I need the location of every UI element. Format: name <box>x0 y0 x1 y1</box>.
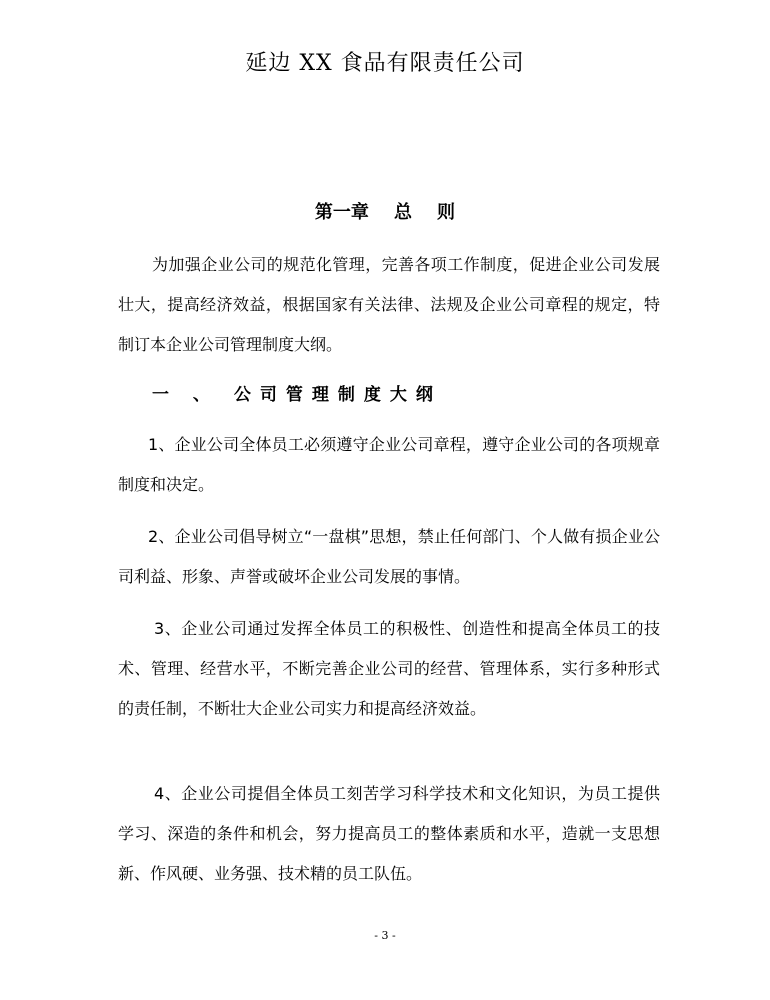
chapter-heading: 第一章 总 则 <box>314 202 456 223</box>
list-item: 4、企业公司提倡全体员工刻苦学习科学技术和文化知识，为员工提供学习、深造的条件和机会，努力提高员工的整体素质和水平，造就一支思想新、作风硬、业务强、技术精的员工队伍。 <box>118 784 660 883</box>
company-title: 延边 XX 食品有限责任公司 <box>245 51 525 76</box>
list-item: 3、企业公司通过发挥全体员工的积极性、创造性和提高全体员工的技术、管理、经营水平，不断完善企业公司的经营、管理体系，实行多种形式的责任制，不断壮大企业公司实力和提高经济效益。 <box>118 619 660 718</box>
list-item: 1、企业公司全体员工必须遵守企业公司章程，遵守企业公司的各项规章制度和决定。 <box>118 435 660 494</box>
page-number: - 3 - <box>374 929 396 942</box>
intro-paragraph: 为加强企业公司的规范化管理，完善各项工作制度，促进企业公司发展壮大，提高经济效益，根据国家有关法律、法规及企业公司章程的规定，特制订本企业公司管理制度大纲。 <box>118 255 660 354</box>
section-heading: 一 、 公司管理制度大纲 <box>152 385 442 405</box>
list-item: 2、企业公司倡导树立“一盘棋”思想，禁止任何部门、个人做有损企业公司利益、形象、声誉或破坏企业公司发展的事情。 <box>118 527 660 586</box>
